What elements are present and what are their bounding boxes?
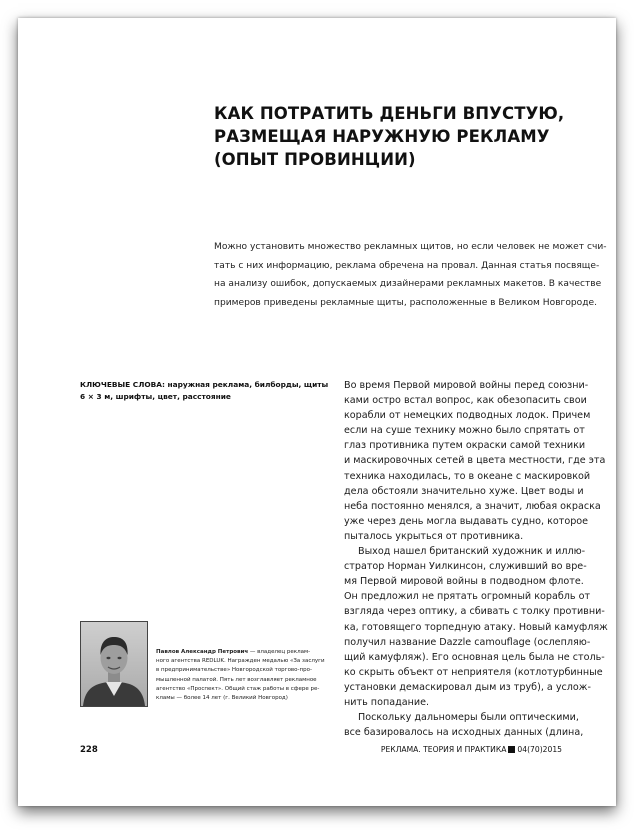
author-bio (156, 648, 326, 703)
body-line: корабли от немецких подводных лодок. Причем (344, 410, 591, 422)
body-line: Во время Первой мировой войны перед союзни- (344, 380, 589, 391)
title-line: РАЗМЕЩАЯ НАРУЖНУЮ РЕКЛАМУ (214, 127, 550, 146)
body-line: установки демаскировал дым из труб), а услож- (344, 681, 591, 693)
article-title (214, 102, 594, 171)
abstract-line: тать с них информацию, реклама обречена на провал. Данная статья посвяще- (214, 260, 600, 271)
body-line: взгляда через оптику, а сбивать с толку противни- (344, 606, 605, 618)
body-line: стратор Норман Уилкинсон, служивший во вре- (344, 561, 587, 573)
magazine-name: РЕКЛАМА. ТЕОРИЯ И ПРАКТИКА (380, 745, 507, 754)
keywords-line: 6 × 3 м, шрифты, цвет, расстояние (80, 392, 231, 401)
abstract-line: на анализу ошибок, допускаемых дизайнерами рекламных макетов. В качестве (214, 279, 602, 290)
body-line: техника находилась, то в океане с маскировкой (344, 470, 591, 482)
body-line: ками остро встал вопрос, как обезопасить свои (344, 395, 587, 407)
abstract-line: примеров приведены рекламные щиты, расположенные в Великом Новгороде. (214, 297, 597, 308)
body-line: ко скрыть объект от неприятеля (котлотурбинные (344, 666, 603, 678)
body-line: неба постоянно менялся, а значит, любая окраска (344, 500, 601, 512)
body-line: Выход нашел британский художник и иллю- (358, 546, 586, 558)
body-line: пыталось укрыться от противника. (344, 530, 524, 542)
article-abstract (214, 238, 607, 312)
body-line: уже через день могла выдавать судно, которое (344, 515, 589, 527)
body-line: Он предложил не прятать огромный корабль от (344, 591, 591, 603)
body-line: глаз противника путем окраски самой техники (344, 440, 586, 452)
body-line: все базировалось на исходных данных (длина, (344, 727, 584, 739)
journal-page (18, 18, 616, 806)
body-line: дела обстояли значительно хуже. Цвет воды и (344, 485, 584, 497)
page-number: 228 (80, 745, 98, 755)
title-line: (ОПЫТ ПРОВИНЦИИ) (214, 150, 416, 169)
bio-line: кламы — более 14 лет (г. Великий Новгород) (156, 695, 288, 702)
body-line: Поскольку дальномеры были оптическими, (358, 712, 579, 724)
keywords (80, 379, 330, 403)
author-photo (80, 621, 148, 707)
body-line: и маскировочных сетей в цвета местности, где эта (344, 455, 606, 467)
body-line: ка, готовящего торпедную атаку. Новый камуфляж (344, 621, 608, 633)
bio-line (156, 648, 326, 657)
magazine-footer (381, 745, 562, 754)
author-name: Павлов Александр Петрович (156, 649, 249, 655)
issue-number: 04(70)2015 (517, 745, 562, 754)
abstract-line: Можно установить множество рекламных щитов, но если человек не может счи- (214, 242, 607, 252)
bio-line: ного агентства REDLUK. Награжден медалью «За заслуги (156, 658, 325, 665)
article-body (344, 378, 608, 740)
author-portrait-image (81, 622, 147, 706)
square-bullet-icon (508, 746, 515, 753)
bio-line: мышленной палатой. Пять лет возглавляет рекламное (156, 676, 317, 683)
bio-first-fragment: — владелец реклам- (248, 649, 311, 655)
body-line: если на суше технику можно было спрятать от (344, 425, 585, 437)
bio-line: агентство «Проспект». Общий стаж работы в сфере ре- (156, 685, 320, 692)
body-line: получил название Dazzle camouflage (ослепляю- (344, 636, 591, 648)
body-line: нить попадание. (344, 696, 430, 708)
body-line: щий камуфляж). Его основная цель была не столь- (344, 651, 605, 663)
keywords-line: КЛЮЧЕВЫЕ СЛОВА: наружная реклама, билборды, щиты (80, 380, 329, 389)
body-line: мя Первой мировой войны в подводном флоте. (344, 576, 584, 588)
title-line: КАК ПОТРАТИТЬ ДЕНЬГИ ВПУСТУЮ, (214, 104, 565, 123)
bio-line: в предпринимательстве» Новгородской торгово-про- (156, 667, 312, 674)
